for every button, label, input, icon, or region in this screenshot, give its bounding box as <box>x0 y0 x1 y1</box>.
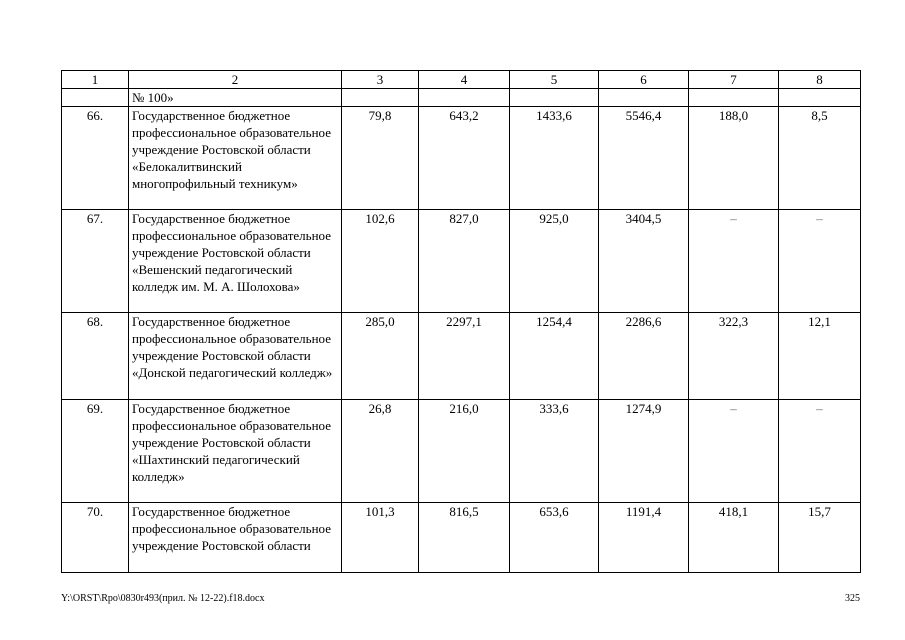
value-col-8: – <box>779 210 861 313</box>
institution-name: Государственное бюджетное профессиональное образовательное учреждение Ростовской области «Донской педагогический колледж» <box>129 313 342 400</box>
value-col-8: 8,5 <box>779 107 861 210</box>
institution-name: Государственное бюджетное профессиональное образовательное учреждение Ростовской области «Вешенский педагогический колледж им. М. А. Шолохова» <box>129 210 342 313</box>
table-row <box>62 210 861 313</box>
table-header-row <box>62 71 861 89</box>
value-col-6: 1274,9 <box>599 400 689 503</box>
header-cell: 3 <box>342 71 419 89</box>
continuation-cell <box>689 89 779 107</box>
value-col-5: 333,6 <box>510 400 599 503</box>
value-col-6: 2286,6 <box>599 313 689 400</box>
value-col-4: 2297,1 <box>419 313 510 400</box>
value-col-3: 285,0 <box>342 313 419 400</box>
header-cell: 5 <box>510 71 599 89</box>
row-number: 66. <box>62 107 129 210</box>
continuation-cell: № 100» <box>129 89 342 107</box>
continuation-cell <box>599 89 689 107</box>
institution-name: Государственное бюджетное профессиональное образовательное учреждение Ростовской области «Шахтинский педагогический колледж» <box>129 400 342 503</box>
row-number: 67. <box>62 210 129 313</box>
value-col-6: 3404,5 <box>599 210 689 313</box>
value-col-3: 26,8 <box>342 400 419 503</box>
value-col-7: – <box>689 400 779 503</box>
table-continuation-row <box>62 89 861 107</box>
value-col-8: 12,1 <box>779 313 861 400</box>
table-row <box>62 400 861 503</box>
value-col-7: – <box>689 210 779 313</box>
value-col-8: – <box>779 400 861 503</box>
value-col-4: 216,0 <box>419 400 510 503</box>
value-col-8: 15,7 <box>779 503 861 573</box>
value-col-3: 102,6 <box>342 210 419 313</box>
institution-name: Государственное бюджетное профессиональное образовательное учреждение Ростовской области «Белокалитвинский многопрофильный техникум» <box>129 107 342 210</box>
value-col-7: 188,0 <box>689 107 779 210</box>
value-col-6: 5546,4 <box>599 107 689 210</box>
footer-page-number: 325 <box>845 593 860 604</box>
value-col-5: 653,6 <box>510 503 599 573</box>
continuation-cell <box>62 89 129 107</box>
row-number: 70. <box>62 503 129 573</box>
row-number: 69. <box>62 400 129 503</box>
continuation-cell <box>510 89 599 107</box>
value-col-4: 816,5 <box>419 503 510 573</box>
header-cell: 7 <box>689 71 779 89</box>
continuation-cell <box>342 89 419 107</box>
value-col-3: 79,8 <box>342 107 419 210</box>
data-table <box>61 70 861 573</box>
value-col-6: 1191,4 <box>599 503 689 573</box>
continuation-cell <box>419 89 510 107</box>
institution-name: Государственное бюджетное профессиональное образовательное учреждение Ростовской области <box>129 503 342 573</box>
table-row <box>62 503 861 573</box>
value-col-5: 1254,4 <box>510 313 599 400</box>
value-col-4: 827,0 <box>419 210 510 313</box>
value-col-5: 1433,6 <box>510 107 599 210</box>
header-cell: 2 <box>129 71 342 89</box>
table-row <box>62 107 861 210</box>
value-col-4: 643,2 <box>419 107 510 210</box>
value-col-5: 925,0 <box>510 210 599 313</box>
header-cell: 4 <box>419 71 510 89</box>
header-cell: 8 <box>779 71 861 89</box>
value-col-7: 322,3 <box>689 313 779 400</box>
value-col-3: 101,3 <box>342 503 419 573</box>
row-number: 68. <box>62 313 129 400</box>
continuation-cell <box>779 89 861 107</box>
header-cell: 6 <box>599 71 689 89</box>
table-row <box>62 313 861 400</box>
footer-file-path: Y:\ORST\Rpo\0830r493(прил. № 12-22).f18.docx <box>61 593 265 604</box>
header-cell: 1 <box>62 71 129 89</box>
value-col-7: 418,1 <box>689 503 779 573</box>
